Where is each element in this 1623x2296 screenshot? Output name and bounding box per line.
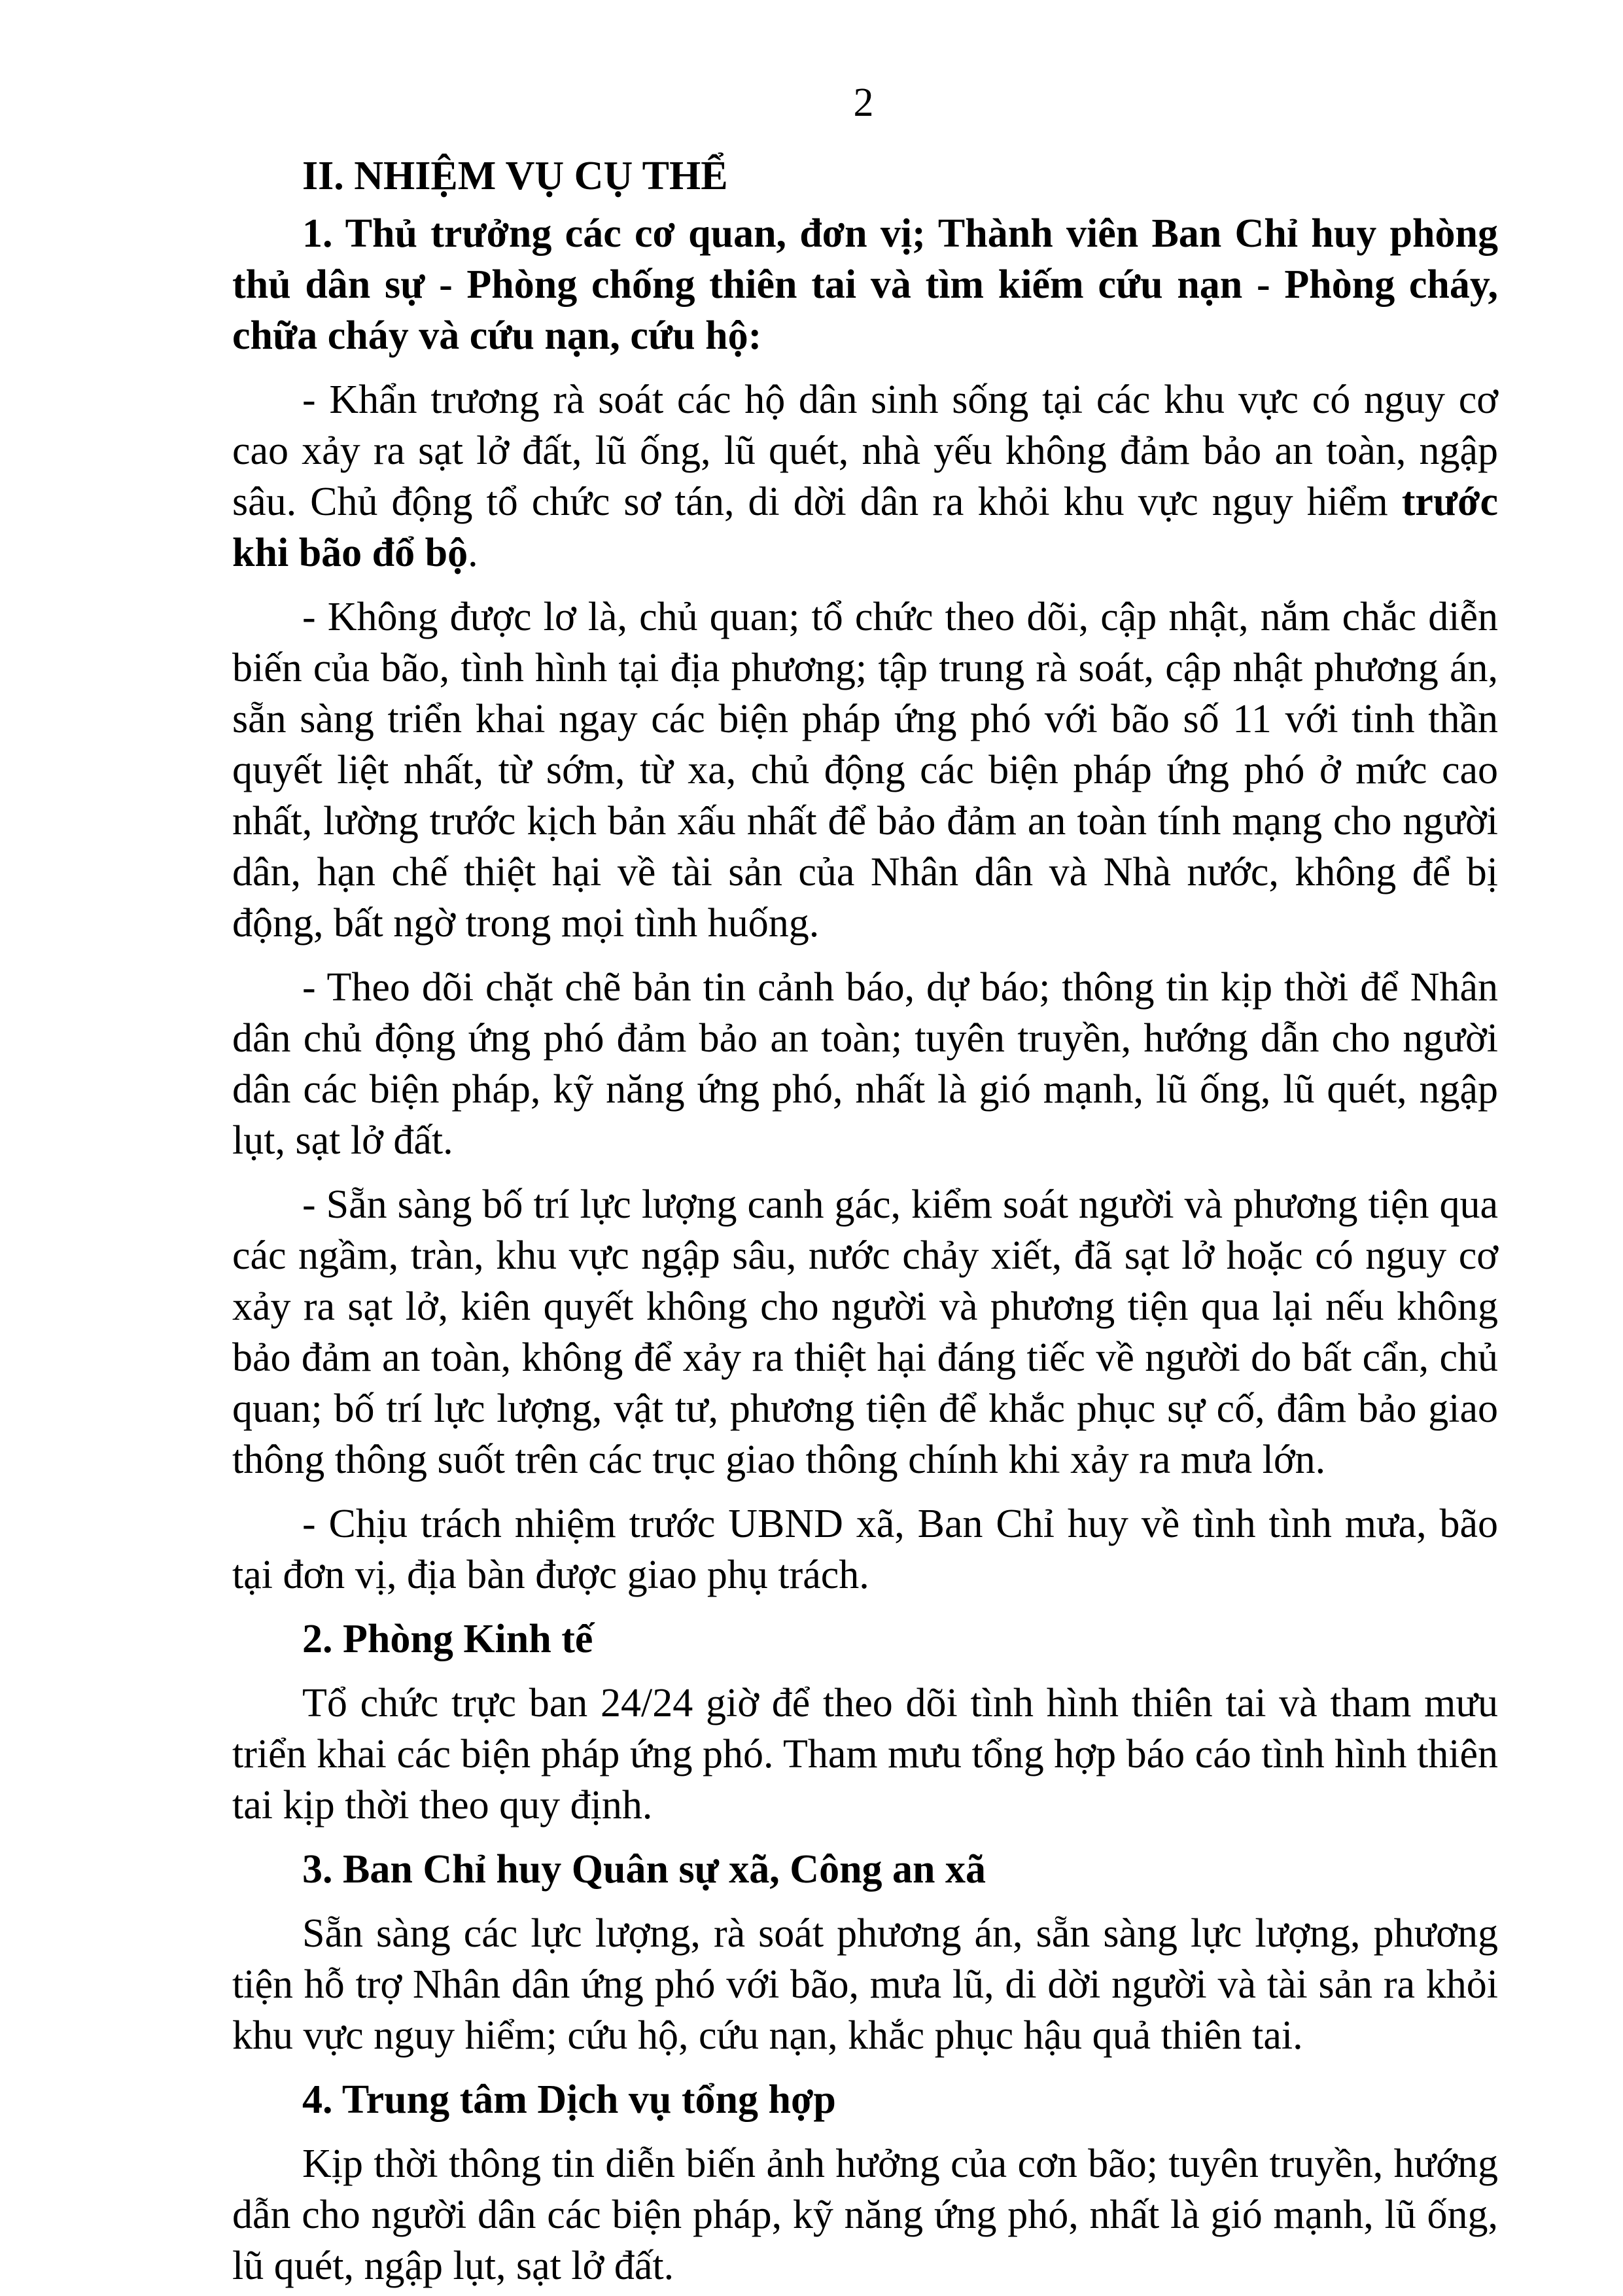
section-1-paragraph-2: - Không được lơ là, chủ quan; tổ chức theo dõi, cập nhật, nắm chắc diễn biến của bão, tình hình tại địa phương; tập trung rà soát, cập nhật phương án, sẵn sàng triển khai ngay các biện pháp ứng phó với bão số 11 với tinh thần quyết liệt nhất, từ sớm, từ xa, chủ động các biện pháp ứng phó ở mức cao nhất, lường trước kịch bản xấu nhất để bảo đảm an toàn tính mạng cho người dân, hạn chế thiệt hại về tài sản của Nhân dân và Nhà nước, không để bị động, bất ngờ trong mọi tình huống.: [232, 595, 1498, 945]
section-3-paragraph-1: Sẵn sàng các lực lượng, rà soát phương án, sẵn sàng lực lượng, phương tiện hỗ trợ Nhân dân ứng phó với bão, mưa lũ, di dời người và tài sản ra khỏi khu vực nguy hiểm; cứu hộ, cứu nạn, khắc phục hậu quả thiên tai.: [232, 1911, 1498, 2058]
section-2-paragraph-1: Tổ chức trực ban 24/24 giờ để theo dõi tình hình thiên tai và tham mưu triển khai các biện pháp ứng phó. Tham mưu tổng hợp báo cáo tình hình thiên tai kịp thời theo quy định.: [232, 1681, 1498, 1828]
section-1-paragraph-5: - Chịu trách nhiệm trước UBND xã, Ban Chỉ huy về tình tình mưa, bão tại đơn vị, địa bàn được giao phụ trách.: [232, 1502, 1498, 1597]
page-number: 2: [853, 80, 874, 125]
section-1-paragraph-1-text: - Khẩn trương rà soát các hộ dân sinh sống tại các khu vực có nguy cơ cao xảy ra sạt lở đất, lũ ống, lũ quét, nhà yếu không đảm bảo an toàn, ngập sâu. Chủ động tổ chức sơ tán, di dời dân ra khỏi khu vực nguy hiểm: [232, 378, 1498, 524]
section-2-title: 2. Phòng Kinh tế: [302, 1617, 593, 1661]
section-heading: II. NHIỆM VỤ CỤ THỂ: [302, 154, 728, 198]
section-1-paragraph-4: - Sẵn sàng bố trí lực lượng canh gác, kiểm soát người và phương tiện qua các ngầm, tràn, khu vực ngập sâu, nước chảy xiết, đã sạt lở hoặc có nguy cơ xảy ra sạt lở, kiên quyết không cho người và phương tiện qua lại nếu không bảo đảm an toàn, không để xảy ra thiệt hại đáng tiếc về người do bất cẩn, chủ quan; bố trí lực lượng, vật tư, phương tiện để khắc phục sự cố, đâm bảo giao thông thông suốt trên các trục giao thông chính khi xảy ra mưa lớn.: [232, 1182, 1498, 1482]
section-1-paragraph-1-bold: trước khi bão đổ bộ: [232, 480, 1498, 575]
section-1-paragraph-1-end: .: [468, 531, 478, 575]
section-1-title: 1. Thủ trưởng các cơ quan, đơn vị; Thành viên Ban Chỉ huy phòng thủ dân sự - Phòng chống thiên tai và tìm kiếm cứu nạn - Phòng cháy, chữa cháy và cứu nạn, cứu hộ:: [232, 211, 1498, 358]
section-1-paragraph-1: [232, 374, 1498, 578]
section-1-paragraph-3: - Theo dõi chặt chẽ bản tin cảnh báo, dự báo; thông tin kịp thời để Nhân dân chủ động ứng phó đảm bảo an toàn; tuyên truyền, hướng dẫn cho người dân các biện pháp, kỹ năng ứng phó, nhất là gió mạnh, lũ ống, lũ quét, ngập lụt, sạt lở đất.: [232, 965, 1498, 1163]
section-3-title: 3. Ban Chỉ huy Quân sự xã, Công an xã: [302, 1847, 986, 1892]
document-body: [232, 150, 1498, 2291]
section-4-title: 4. Trung tâm Dịch vụ tổng hợp: [302, 2077, 836, 2122]
section-4-paragraph-1: Kịp thời thông tin diễn biến ảnh hưởng của cơn bão; tuyên truyền, hướng dẫn cho người dân các biện pháp, kỹ năng ứng phó, nhất là gió mạnh, lũ ống, lũ quét, ngập lụt, sạt lở đất.: [232, 2142, 1498, 2288]
